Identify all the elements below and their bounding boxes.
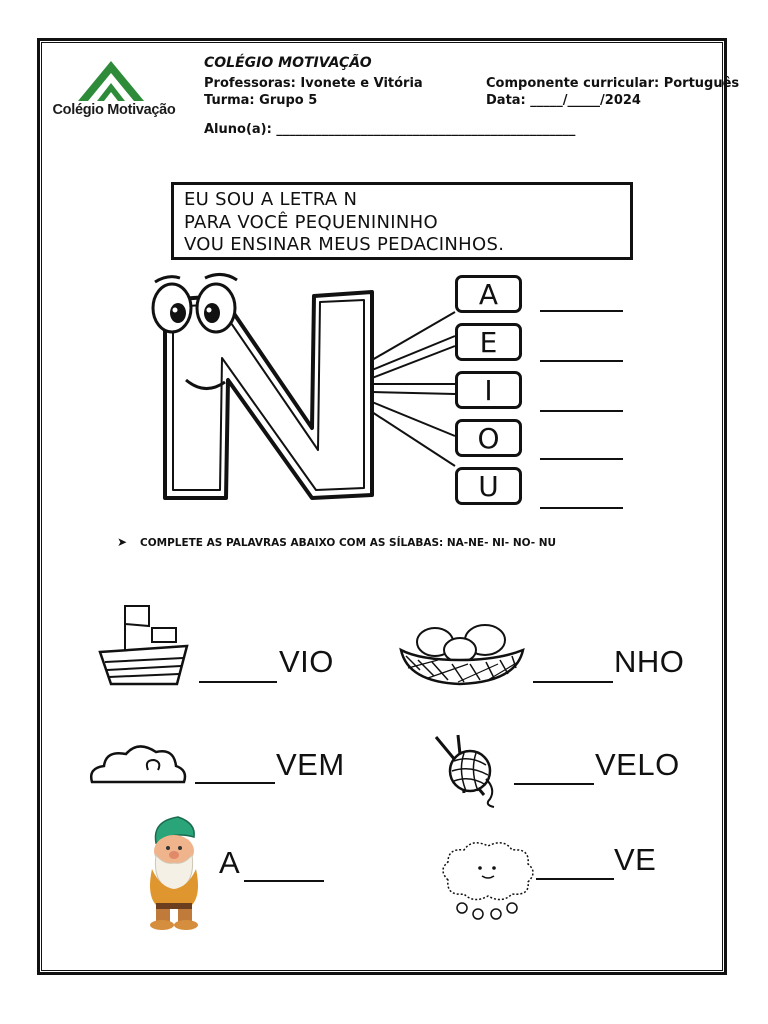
cloud-icon: [88, 740, 188, 785]
answer-blank-u[interactable]: [540, 507, 623, 509]
word-suffix-ve: VE: [614, 842, 657, 877]
word-suffix-nho: NHO: [614, 644, 685, 679]
date-field[interactable]: Data: _____/_____/2024: [486, 93, 641, 108]
vowel-box-u: U: [455, 467, 522, 505]
boat-icon: [97, 600, 197, 690]
vowel-box-i: I: [455, 371, 522, 409]
poem-line-1: EU SOU A LETRA N: [184, 189, 358, 210]
yarn-ball-icon: [428, 733, 508, 808]
answer-blank-ano[interactable]: [244, 880, 324, 882]
class-line: Turma: Grupo 5: [204, 93, 318, 108]
nest-icon: [398, 620, 528, 690]
answer-blank-barco[interactable]: [199, 681, 277, 683]
vowel-box-o: O: [455, 419, 522, 457]
arrow-bullet-icon: ➤: [117, 535, 128, 549]
word-suffix-vem: VEM: [276, 747, 345, 782]
instruction-text: COMPLETE AS PALAVRAS ABAIXO COM AS SÍLABAS: NA-NE- NI- NO- NU: [140, 537, 557, 549]
answer-blank-o[interactable]: [540, 458, 623, 460]
student-name-field[interactable]: Aluno(a): ______________________________________________: [204, 122, 576, 137]
answer-blank-a[interactable]: [540, 310, 623, 312]
answer-blank-nuvem[interactable]: [195, 782, 275, 784]
word-suffix-velo: VELO: [595, 747, 680, 782]
answer-blank-e[interactable]: [540, 360, 623, 362]
word-prefix-a: A: [219, 845, 241, 880]
word-suffix-vio: VIO: [279, 644, 334, 679]
poem-line-3: VOU ENSINAR MEUS PEDACINHOS.: [184, 234, 505, 255]
answer-blank-ninho[interactable]: [533, 681, 613, 683]
vowel-box-a: A: [455, 275, 522, 313]
teachers-line: Professoras: Ivonete e Vitória: [204, 76, 423, 91]
poem-line-2: PARA VOCÊ PEQUENININHO: [184, 211, 438, 233]
dwarf-icon: [138, 815, 208, 930]
answer-blank-novelo[interactable]: [514, 783, 594, 785]
subject-line: Componente curricular: Português: [486, 76, 740, 91]
vowel-box-e: E: [455, 323, 522, 361]
answer-blank-neve[interactable]: [536, 878, 614, 880]
logo-text: Colégio Motivação: [52, 102, 176, 118]
answer-blank-i[interactable]: [540, 410, 623, 412]
snow-cloud-icon: [438, 840, 538, 920]
school-title: COLÉGIO MOTIVAÇÃO: [204, 55, 372, 71]
